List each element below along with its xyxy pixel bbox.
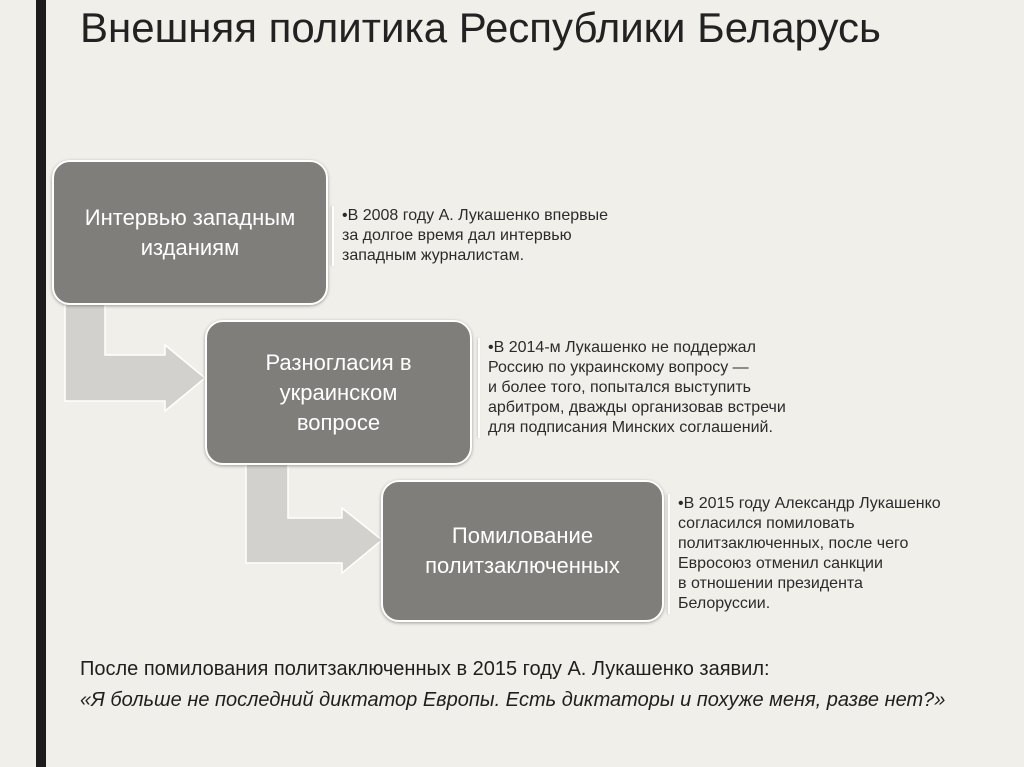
- step-box-ukraine-disagreement: [205, 320, 472, 465]
- step-box-label: Разногласия в украинском вопросе: [265, 349, 412, 435]
- step-box-western-interviews: [52, 160, 328, 305]
- step-note-western-interviews: •В 2008 году А. Лукашенко впервые за долгое время дал интервью западным журналистам.: [332, 206, 702, 266]
- arrow-2-to-3: [246, 462, 382, 573]
- footer-quote-text: «Я больше не последний диктатор Европы. Есть диктаторы и похуже меня, разве нет?»: [80, 689, 946, 711]
- step-note-ukraine-disagreement: •В 2014-м Лукашенко не поддержал Россию по украинскому вопросу — и более того, попытался выступить арбитром, дважды организовав встречи для подписания Минских соглашений.: [478, 338, 888, 438]
- step-box-prisoner-pardon: [381, 480, 664, 622]
- footer-quote-block: [80, 654, 1010, 716]
- arrow-1-to-2: [65, 300, 205, 411]
- slide-title: Внешняя политика Республики Беларусь: [80, 4, 881, 51]
- step-box-label: Интервью западным изданиям: [84, 204, 296, 260]
- step-note-prisoner-pardon: •В 2015 году Александр Лукашенко согласился помиловать политзаключенных, после чего Евросоюз отменил санкции в отношении президента Белоруссии.: [668, 494, 1018, 614]
- footer-intro-text: После помилования политзаключенных в 2015 году А. Лукашенко заявил:: [80, 658, 770, 680]
- step-box-label: Помилование политзаключенных: [425, 523, 620, 578]
